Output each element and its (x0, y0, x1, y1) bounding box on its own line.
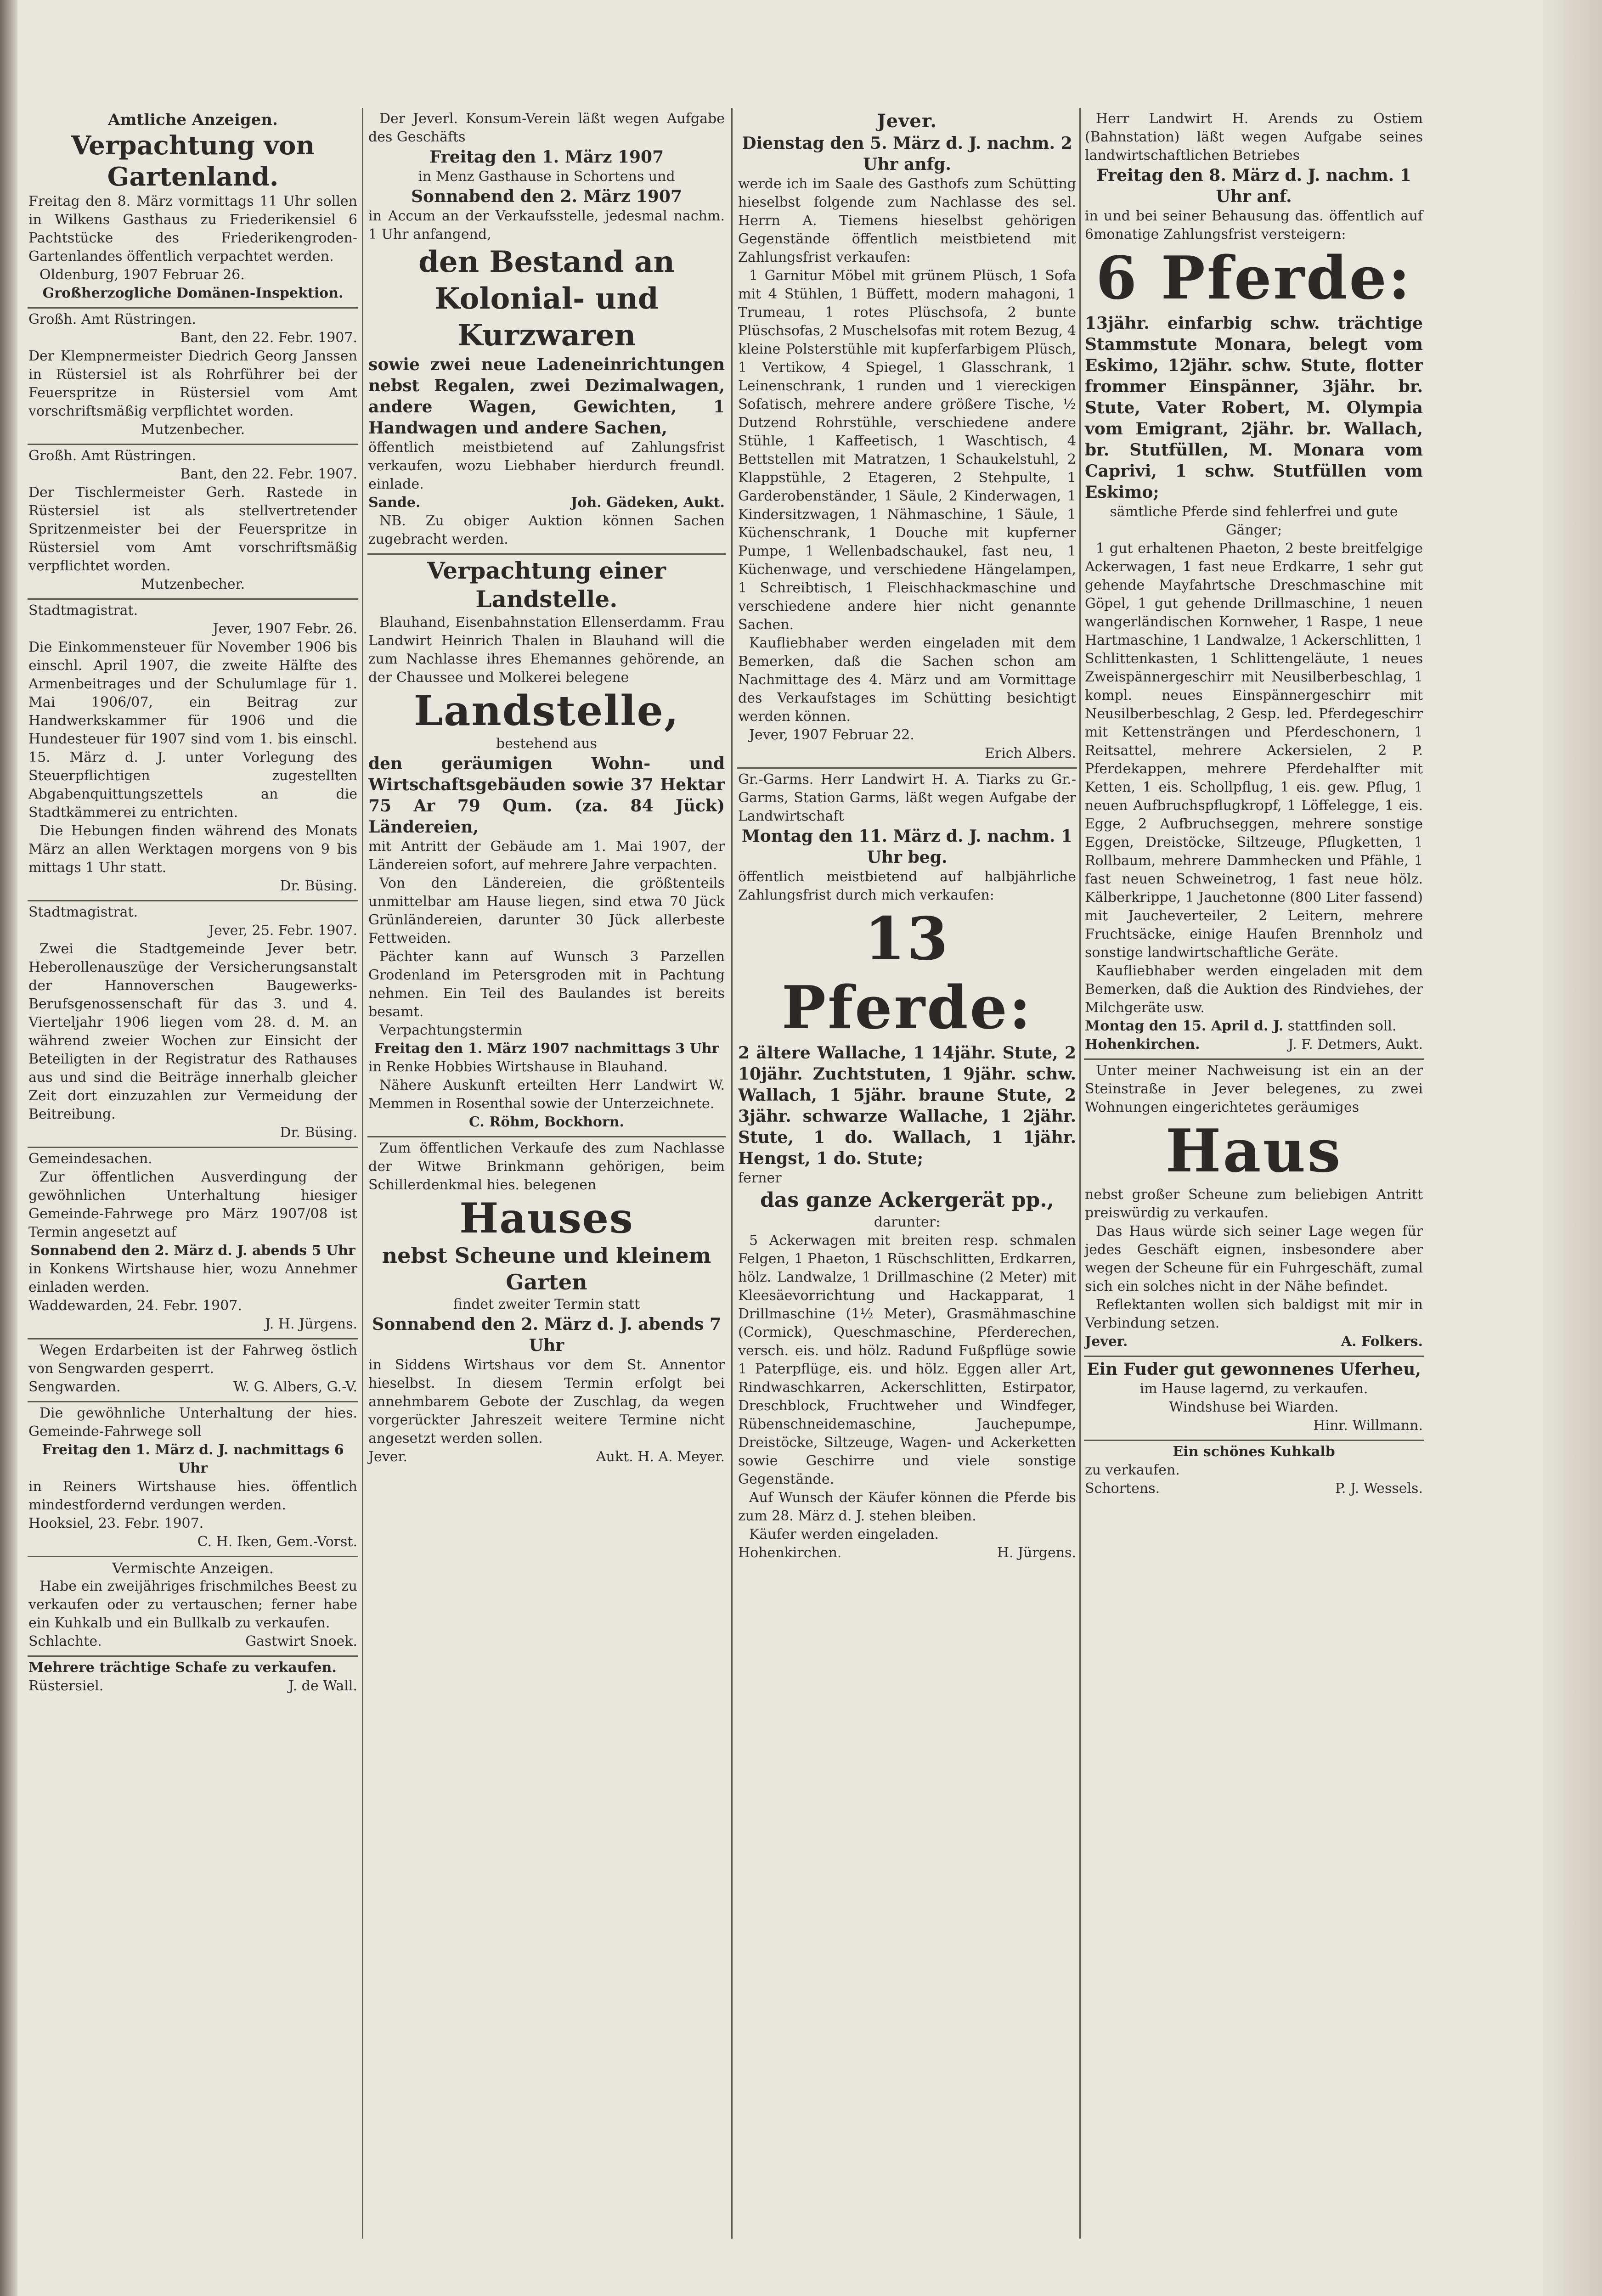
ad-text: darunter: (874, 1214, 941, 1230)
notice-rohrfuehrer (28, 307, 358, 444)
ad-place: Oldenburg, 1907 Februar 26. (39, 267, 245, 283)
ad-haus (1084, 1058, 1424, 1356)
notice-gemeindesachen (28, 1147, 358, 1338)
ad-text: bestehend aus (496, 736, 597, 752)
ad-note: NB. Zu obiger Auktion können Sachen zugebracht werden. (368, 513, 725, 547)
ad-text: Kaufliebhaber werden eingeladen mit dem Bemerken, daß die Sachen schon am Nachmittage des 4. März und am Vormittage des Verkaufstages im Schütting besichtigt werden können. (738, 635, 1076, 725)
notice-hooksiel (28, 1401, 358, 1556)
ad-date: Freitag den 1. März d. J. nachmittags 6 Uhr (42, 1442, 344, 1476)
ad-place: Sengwarden. (28, 1379, 121, 1395)
ad-place: Jever. (1085, 1334, 1128, 1350)
notice-steuer (28, 598, 358, 900)
ad-place-head: Jever. (877, 110, 937, 132)
ad-date: Jever, 1907 Febr. 26. (213, 621, 357, 637)
ad-date: Montag den 15. April d. J. (1085, 1018, 1284, 1034)
ad-signature: H. Jürgens. (997, 1545, 1076, 1561)
ad-place: Hohenkirchen. (738, 1545, 842, 1561)
ad-signature: P. J. Wessels. (1335, 1480, 1423, 1497)
ad-title: Verpachtung von Gartenland. (71, 130, 315, 192)
notice-vermischte (28, 1556, 358, 1655)
column-rule (362, 108, 363, 2239)
ad-head: Mehrere trächtige Schafe zu verkaufen. (28, 1660, 337, 1676)
ad-moebel-auktion (737, 108, 1077, 767)
ad-headline: Ein Fuder gut gewonnenes Uferheu, (1087, 1360, 1421, 1379)
ad-text: Zum öffentlichen Verkaufe des zum Nachlasse der Witwe Brinkmann gehörigen, beim Schillerdenkmal hies. belegenen (368, 1140, 725, 1193)
ad-text: öffentlich meistbietend auf halbjährliche Zahlungsfrist durch mich verkaufen: (738, 869, 1076, 903)
ad-date: Bant, den 22. Febr. 1907. (180, 466, 357, 482)
ad-text: Nähere Auskunft erteilten Herr Landwirt W. Memmen in Rosenthal sowie der Unterzeichnete. (368, 1077, 725, 1112)
notice-sengwarden (28, 1338, 358, 1401)
ad-head: Gemeindesachen. (28, 1151, 152, 1167)
ad-list: 5 Ackerwagen mit breiten resp. schmalen Felgen, 1 Phaeton, 1 Rüschschlitten, Erdkarren, hölz. Landwalze, 1 Drillmaschine (2 Meter) mit Kleesäevorrichtung und Hackapparat, 1 Drillmaschine (1½ Meter), Grasmähmaschine (Cormick), Queschmaschine, Pferderechen, versch. eis. und hölz. Radund Fußpflüge sowie 1 Paterpflüge, eis. und hölz. Eggen aller Art, Rindwaschkarren, Ackerschlitten, Estirpator, Dreschblock, Fruchtweher und Windfeger, Rübenschneidemaschine, Jauchepumpe, Dreistöcke, Siltzeuge, Wagen- und Ackerketten sowie Geschirre und viele sonstige Gegenstände. (738, 1232, 1076, 1487)
ad-text: mit Antritt der Gebäude am 1. Mai 1907, der Ländereien sofort, auf mehrere Jahre verpachten. (368, 838, 725, 873)
ad-text: Das Haus würde sich seiner Lage wegen für jedes Geschäft eignen, insbesondere aber wegen der Scheune für ein Fuhrgeschäft, zumal sich ein solches nicht in der Nähe befindet. (1085, 1223, 1423, 1294)
ad-text: Freitag den 8. März vormittags 11 Uhr sollen in Wilkens Gasthaus zu Friederikensiel 6 Pachtstücke des Friederikengroden-Gartenlandes öffentlich verpachtet werden. (28, 193, 357, 264)
ad-subheadline: nebst Scheune und kleinem Garten (382, 1243, 711, 1294)
ad-signature: C. Röhm, Bockhorn. (469, 1114, 624, 1130)
ad-kuhkalb (1084, 1440, 1424, 1503)
ad-list: sowie zwei neue Ladeneinrichtungen nebst Regalen, zwei Dezimalwagen, andere Wagen, Gewichten, 1 Handwagen und andere Sachen, (368, 355, 725, 438)
ad-text: Wegen Erdarbeiten ist der Fahrweg östlich von Sengwarden gesperrt. (28, 1342, 357, 1377)
ad-signature: Gastwirt Snoek. (245, 1633, 357, 1649)
column-3 (737, 108, 1077, 2239)
ad-text: in Siddens Wirtshaus vor dem St. Annentor hieselbst. In diesem Termin erfolgt bei annehmbarem Gebote der Zuschlag, da wegen vorgerückter Jahreszeit weitere Termine nicht angesetzt werden sollen. (368, 1357, 725, 1446)
ad-headline: Hauses (459, 1194, 634, 1243)
ad-text: Reflektanten wollen sich baldigst mit mir in Verbindung setzen. (1085, 1297, 1423, 1331)
ad-date: Jever, 25. Febr. 1907. (209, 923, 357, 939)
ad-text: ferner (738, 1170, 782, 1186)
ad-signature: Dr. Büsing. (280, 1125, 357, 1141)
column-rule (731, 108, 733, 2239)
ad-text: Blauhand, Eisenbahnstation Ellenserdamm. Frau Landwirt Heinrich Thalen in Blauhand will die zum Nachlasse ihres Ehemannes gehörende, an der Chaussee und Molkerei belegene (368, 614, 725, 686)
ad-signature: Erich Albers. (985, 745, 1076, 761)
ad-date: Freitag den 1. März 1907 nachmittags 3 Uhr (374, 1041, 719, 1057)
ad-text: Kaufliebhaber werden eingeladen mit dem Bemerken, daß die Auktion des Rindviehes, der Milchgeräte usw. (1085, 963, 1423, 1016)
ad-list: 1 Garnitur Möbel mit grünem Plüsch, 1 Sofa mit 4 Stühlen, 1 Büffett, modern mahagoni, 1 Trumeau, 1 rotes Plüschsofa, 2 bunte Plüschsofas, 2 Muschelsofas mit rotem Bezug, 4 kleine Polsterstühle mit kupferfarbigem Plüsch, 1 Vertikow, 4 Spiegel, 1 Glasschrank, 1 Leinenschrank, 1 runden und 1 viereckigen Sofatisch, mehrere andere größere Tische, ½ Dutzend Rohrstühle, verschiedene andere Stühle, 1 Kaffeetisch, 1 Waschtisch, 4 Bettstellen mit Matratzen, 1 Schaukelstuhl, 2 Klappstühle, 2 Etageren, 2 Stehpulte, 1 Garderobenständer, 1 Säule, 2 Kinderwagen, 1 Kindersitzwagen, 1 Nähmaschine, 1 Säule, 1 Küchenschrank, 1 Douche mit kupferner Pumpe, 1 Wellenbadschaukel, fast neu, 1 Küchenwage, und verschiedene Hängelampen, 1 Schreibtisch, 1 Fleischhackmaschine und verschiedene andere hier nicht genannte Sachen. (738, 268, 1076, 633)
ad-date: Freitag den 1. März 1907 (429, 147, 664, 167)
ad-text: Zwei die Stadtgemeinde Jever betr. Heberollenauszüge der Versicherungsanstalt der Hannoverschen Baugewerks-Berufsgenossenschaft für das 3. und 4. Vierteljahr 1906 liegen vom 28. d. M. an während zweier Wochen zur Einsicht der Beteiligten in der Registratur des Rathauses aus und sind die Beiträge innerhalb gleicher Zeit dort einzuzahlen zur Vermeidung der Beitreibung. (28, 941, 357, 1122)
ad-text: Auf Wunsch der Käufer können die Pferde bis zum 28. März d. J. stehen bleiben. (738, 1490, 1076, 1524)
ad-text: Habe ein zweijähriges frischmilches Beest zu verkaufen oder zu vertauschen; ferner habe ein Kuhkalb und ein Bullkalb zu verkaufen. (28, 1578, 357, 1631)
ad-head: Stadtmagistrat. (28, 602, 138, 619)
ad-place: Schlachte. (28, 1633, 102, 1649)
column-2 (367, 108, 726, 2239)
ad-date: Freitag den 8. März d. J. nachm. 1 Uhr anf. (1096, 166, 1411, 206)
ad-signature: Aukt. H. A. Meyer. (596, 1449, 725, 1465)
column-rule (1079, 108, 1081, 2239)
ad-text: findet zweiter Termin statt (453, 1296, 640, 1312)
ad-uferheu (1084, 1356, 1424, 1440)
ad-headline: Haus (1165, 1117, 1343, 1186)
ad-subheadline: das ganze Ackergerät pp., (760, 1188, 1054, 1212)
ad-text: im Hause lagernd, zu verkaufen. (1139, 1381, 1368, 1397)
section-title: Vermischte Anzeigen. (112, 1559, 274, 1577)
ad-text: Der Jeverl. Konsum-Verein läßt wegen Aufgabe des Geschäfts (368, 111, 725, 145)
ad-place: Rüstersiel. (28, 1678, 104, 1694)
ad-pferde-13 (737, 767, 1077, 1567)
ad-text: Die gewöhnliche Unterhaltung der hies. Gemeinde-Fahrwege soll (28, 1405, 357, 1440)
ad-head: Großh. Amt Rüstringen. (28, 448, 196, 464)
ad-place: Jever, 1907 Februar 22. (749, 727, 914, 743)
ad-bold-text: den geräumigen Wohn- und Wirtschaftsgebäuden sowie 37 Hektar 75 Ar 79 Qum. (za. 84 Jück) Ländereien, (368, 754, 725, 837)
ad-text: Der Tischlermeister Gerh. Rastede in Rüstersiel ist als stellvertretender Spritzenmeister bei der Feuerspritze in Rüstersiel vom Amt vorschriftsmäßig verpflichtet worden. (28, 484, 357, 574)
ad-hauses (367, 1136, 726, 1471)
ad-head: Großh. Amt Rüstringen. (28, 311, 196, 327)
ad-text: Zur öffentlichen Ausverdingung der gewöhnlichen Unterhaltung hiesiger Gemeinde-Fahrwege pro März 1907/08 ist Termin angesetzt auf (28, 1169, 357, 1240)
ad-place: Sande. (368, 495, 421, 511)
notice-schafe (28, 1655, 358, 1700)
ad-signature: A. Folkers. (1341, 1334, 1423, 1350)
ad-text: in Reiners Wirtshause hies. öffentlich mindestfordernd verdungen werden. (28, 1479, 357, 1513)
ad-text: in Konkens Wirtshause hier, wozu Annehmer einladen werden. (28, 1261, 357, 1295)
notice-spritzenmeister (28, 444, 358, 598)
ad-signature: C. H. Iken, Gem.-Vorst. (197, 1534, 357, 1550)
ad-date: Sonnabend den 2. März d. J. abends 7 Uhr (372, 1315, 721, 1355)
ad-signature: Mutzenbecher. (141, 576, 245, 592)
ad-signature: Mutzenbecher. (141, 422, 245, 438)
column-4 (1084, 108, 1424, 2239)
page-edge (1543, 0, 1602, 2296)
ad-headline: 13 Pferde: (781, 905, 1033, 1042)
notice-heberollen (28, 900, 358, 1147)
ad-text: Die Hebungen finden während des Monats März an allen Werktagen morgens von 9 bis mittags 1 Uhr statt. (28, 823, 357, 876)
section-title: Amtliche Anzeigen. (108, 111, 278, 129)
ad-text: in Accum an der Verkaufsstelle, jedesmal nachm. 1 Uhr anfangend, (368, 208, 725, 242)
ad-signature: Hinr. Willmann. (1313, 1418, 1423, 1434)
ad-signature: Joh. Gädeken, Aukt. (571, 495, 725, 511)
ad-headline: Ein schönes Kuhkalb (1173, 1444, 1335, 1460)
ad-place: Schortens. (1085, 1480, 1160, 1497)
ad-list: 2 ältere Wallache, 1 14jähr. Stute, 2 10jähr. Zuchtstuten, 1 9jähr. schw. Wallach, 1 5jähr. braune Stute, 2 3jähr. schwarze Wallache, 1 2jähr. Stute, 1 do. Wallach, 1 1jähr. Hengst, 1 do. Stute; (738, 1043, 1076, 1168)
ad-text: in Renke Hobbies Wirtshause in Blauhand. (368, 1059, 668, 1075)
ad-signature: J. F. Detmers, Aukt. (1288, 1036, 1423, 1052)
ad-text: Windshuse bei Wiarden. (1169, 1399, 1339, 1415)
ad-text: Pächter kann auf Wunsch 3 Parzellen Grodenland im Petersgroden mit in Pachtung nehmen. Ein Teil des Baulandes ist bereits besamt. (368, 949, 725, 1020)
ad-pferde-6 (1084, 108, 1424, 1058)
ad-text: Die Einkommensteuer für November 1906 bis einschl. April 1907, die zweite Hälfte des Armenbeitrages und der Schulumlage für 1. Mai 1906/07, ein Beitrag zur Handwerkskammer für 1906 und die Hundesteuer für 1907 sind vom 1. bis einschl. 15. März d. J. unter Vorlegung des Steuerpflichtigen zugestellten Abgabenquittungszettels an die Stadtkämmerei zu entrichten. (28, 639, 357, 821)
ad-head: Stadtmagistrat. (28, 904, 138, 920)
ad-text: Unter meiner Nachweisung ist ein an der Steinstraße in Jever belegenes, zu zwei Wohnungen eingerichtetes geräumiges (1085, 1063, 1423, 1115)
ad-text: stattfinden soll. (1287, 1018, 1397, 1034)
column-1 (28, 108, 358, 2248)
ad-list: 13jähr. einfarbig schw. trächtige Stammstute Monara, belegt vom Eskimo, 12jähr. schw. Stute, flotter frommer Einspänner, 3jähr. br. Stute, Vater Robert, M. Olympia vom Emigrant, 2jähr. br. Wallach, br. Stutfüllen, M. Monara vom Caprivi, 1 schw. Stutfüllen vom Eskimo; (1085, 314, 1423, 502)
ad-text: Verpachtungstermin (379, 1022, 523, 1038)
ad-date: Bant, den 22. Febr. 1907. (180, 330, 357, 346)
ad-signature: Dr. Büsing. (280, 878, 357, 894)
ad-text: Käufer werden eingeladen. (749, 1526, 939, 1542)
ad-date: Montag den 11. März d. J. nachm. 1 Uhr beg. (741, 827, 1073, 867)
ad-date: Sonnabend den 2. März d. J. abends 5 Uhr (30, 1243, 355, 1259)
ad-text: sämtliche Pferde sind fehlerfrei und gute Gänger; (1110, 504, 1398, 538)
ad-headline: Landstelle, (413, 687, 680, 735)
ad-signature: J. H. Jürgens. (265, 1316, 357, 1332)
ad-signature: Großherzogliche Domänen-Inspektion. (42, 285, 344, 301)
ad-headline: den Bestand an (418, 245, 675, 279)
notice-gartenland (28, 108, 358, 307)
ad-headline: 6 Pferde: (1096, 244, 1412, 313)
ad-landstelle (367, 553, 726, 1136)
ad-signature: W. G. Albers, G.-V. (233, 1379, 357, 1395)
ad-text: in und bei seiner Behausung das. öffentlich auf 6monatige Zahlungsfrist versteigern: (1085, 208, 1423, 242)
ad-text: öffentlich meistbietend auf Zahlungsfrist verkaufen, wozu Liebhaber hierdurch freundl. einlade. (368, 439, 725, 492)
ad-signature: J. de Wall. (288, 1678, 357, 1694)
ad-date: Dienstag den 5. März d. J. nachm. 2 Uhr anfg. (742, 134, 1072, 174)
ad-text: zu verkaufen. (1085, 1462, 1180, 1478)
ad-headline: Kurzwaren (457, 318, 636, 353)
ad-date: Sonnabend den 2. März 1907 (411, 187, 682, 206)
ad-text: nebst großer Scheune zum beliebigen Antritt preiswürdig zu verkaufen. (1085, 1187, 1423, 1221)
ad-headline: Kolonial- und (434, 281, 659, 316)
ad-place: Waddewarden, 24. Febr. 1907. (28, 1298, 242, 1314)
ad-text: Von den Ländereien, die größtenteils unmittelbar am Hause liegen, sind etwa 70 Jück Grünländereien, darunter 30 Jück allerbeste Fettweiden. (368, 875, 725, 946)
ad-text: in Menz Gasthause in Schortens und (418, 169, 675, 185)
ad-place: Hohenkirchen. (1085, 1036, 1200, 1052)
ad-konsumverein (367, 108, 726, 553)
page-binding (0, 0, 17, 2296)
ad-list: 1 gut erhaltenen Phaeton, 2 beste breitfelgige Ackerwagen, 1 fast neue Erdkarre, 1 sehr gut gehende Mayfahrtsche Dreschmaschine mit Göpel, 1 gut gehende Drillmaschine, 1 neuen wangerländischen Kornweher, 1 Raspe, 1 neue Hartmaschine, 1 Landwalze, 1 Ackerschlitten, 1 Schlittenkasten, 1 Schlittengeläute, 1 neues Zweispännergeschirr mit Neusilberbeschlag, 1 kompl. neues Einspännergeschirr mit Neusilberbeschlag, 2 Gesp. led. Pferdegeschirr mit Kettensträngen und Pferdeschonern, 1 Reitsattel, mehrere Ackersielen, 2 P. Pferdekappen, mehrere Pferdehalfter mit Ketten, 1 eis. Schollpflug, 1 eis. gew. Pflug, 1 neuen Aufbruchspflugkropf, 1 Löffelegge, 1 eis. Egge, 2 Aufbruchseggen, mehrere sonstige Eggen, Dreistöcke, Siltzeuge, Pflugketten, 1 Rollbaum, mehrere Dammhecken und Pfähle, 1 fast neuen Schweinetrog, 1 fast neue hölz. Kälberkrippe, 1 Jauchetonne (800 Liter fassend) mit Jaucheverteiler, 2 Leitern, mehrere Fruchtsäcke, einige Haufen Brennholz und sonstige landwirtschaftliche Geräte. (1085, 540, 1423, 961)
ad-text: Gr.-Garms. Herr Landwirt H. A. Tiarks zu Gr.-Garms, Station Garms, läßt wegen Aufgabe der Landwirtschaft (738, 771, 1076, 824)
ad-place: Jever. (368, 1449, 408, 1465)
ad-title: Verpachtung einer Landstelle. (427, 557, 666, 613)
ad-text: Herr Landwirt H. Arends zu Ostiem (Bahnstation) läßt wegen Aufgabe seines landwirtschaftlichen Betriebes (1085, 111, 1423, 163)
ad-text: werde ich im Saale des Gasthofs zum Schütting hieselbst folgende zum Nachlasse des sel. Herrn A. Tiemens hieselbst gehörigen Gegenstände öffentlich meistbietend mit Zahlungsfrist verkaufen: (738, 176, 1076, 265)
ad-text: Der Klempnermeister Diedrich Georg Janssen in Rüstersiel ist als Rohrführer bei der Feuerspritze in Rüstersiel vom Amt vorschriftsmäßig verpflichtet worden. (28, 348, 357, 419)
ad-place: Hooksiel, 23. Febr. 1907. (28, 1515, 204, 1531)
